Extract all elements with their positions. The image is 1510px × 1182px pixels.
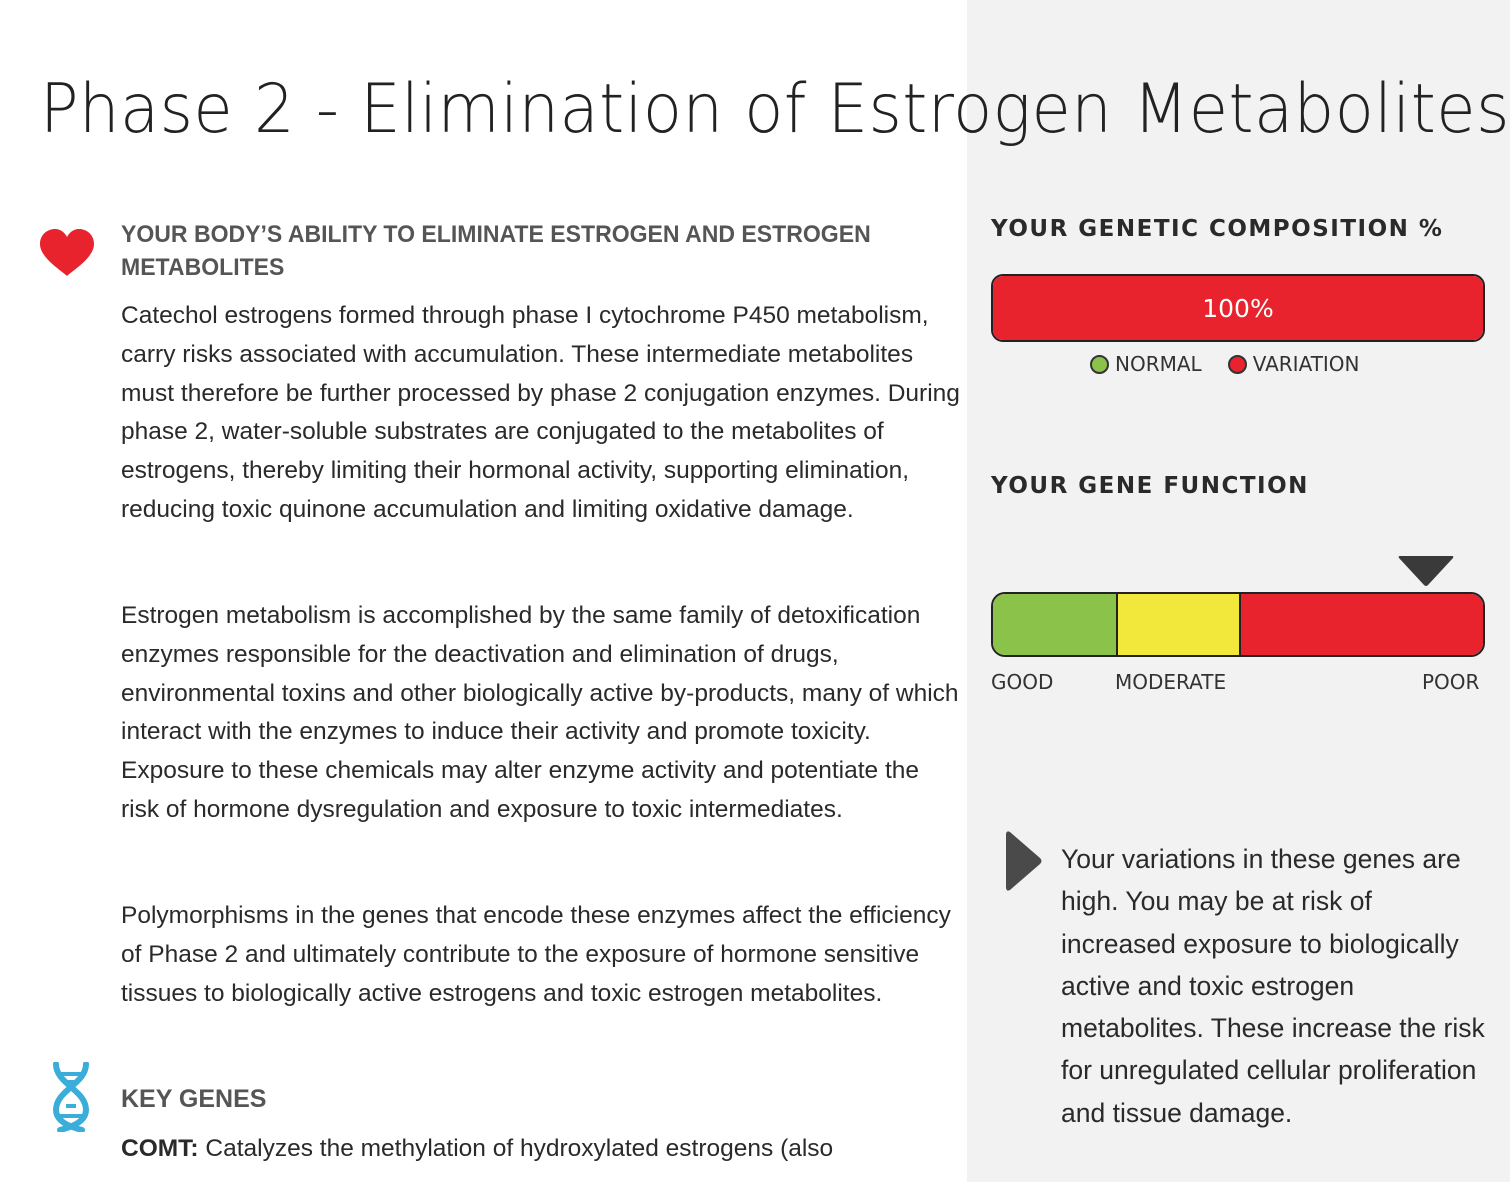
gene-comt <box>121 1130 961 1169</box>
legend-variation-label: VARIATION <box>1252 352 1360 376</box>
risk-summary-text: Your variations in these genes are high. You may be at risk of increased exposure to biologically active and toxic estrogen metabolites. These increase the risk for unregulated cellular proliferation and tissue damage. <box>1061 844 1485 1128</box>
scale-segment-good <box>993 594 1118 655</box>
heart-icon <box>38 228 96 278</box>
paragraph-polymorphisms: Polymorphisms in the genes that encode these enzymes affect the efficiency of Phase 2 and ultimately contribute to the exposure of hormone sensitive tissues to biologically active estrogens and toxic estrogen metabolites. <box>121 902 951 1007</box>
composition-legend <box>1090 352 1386 376</box>
key-genes-heading: KEY GENES <box>121 1085 267 1113</box>
section-heading: YOUR BODY’S ABILITY TO ELIMINATE ESTROGEN AND ESTROGEN METABOLITES <box>121 221 871 281</box>
paragraph-catechol: Catechol estrogens formed through phase I cytochrome P450 metabolism, carry risks associated with accumulation. These intermediate metabolites must therefore be further processed by phase 2 conjugation enzymes. During phase 2, water-soluble substrates are conjugated to the metabolites of estrogens, thereby limiting their hormonal activity, supporting elimination, reducing toxic quinone accumulation and limiting oxidative damage. <box>121 302 960 523</box>
genetic-composition-heading: YOUR GENETIC COMPOSITION % <box>991 216 1444 242</box>
legend-variation <box>1228 352 1360 376</box>
genetic-composition-bar <box>991 274 1485 342</box>
scale-label-poor: POOR <box>1422 670 1480 694</box>
gene-comt-description: Catalyzes the methylation of hydroxylated estrogens (also <box>198 1135 834 1162</box>
page-title: Phase 2 - Elimination of Estrogen Metabolites <box>40 70 1510 149</box>
paragraph-metabolism: Estrogen metabolism is accomplished by the same family of detoxification enzymes responsible for the deactivation and elimination of drugs, environmental toxins and other biologically active by-products, many of which interact with the enzymes to induce their activity and promote toxicity. Exposure to these chemicals may alter enzyme activity and potentiate the risk of hormone dysregulation and exposure to toxic intermediates. <box>121 602 959 823</box>
gene-function-bar <box>991 592 1485 657</box>
legend-normal <box>1090 352 1202 376</box>
scale-segment-poor <box>1241 594 1483 655</box>
scale-label-moderate: MODERATE <box>1115 670 1227 694</box>
gene-comt-name: COMT: <box>121 1135 199 1162</box>
scale-segment-moderate <box>1118 594 1241 655</box>
scale-label-good: GOOD <box>991 670 1054 694</box>
gene-function-marker-icon <box>1396 554 1456 588</box>
normal-dot-icon <box>1090 355 1109 374</box>
dna-icon <box>46 1062 96 1132</box>
legend-normal-label: NORMAL <box>1115 352 1202 376</box>
gene-function-heading: YOUR GENE FUNCTION <box>991 473 1309 499</box>
play-arrow-icon <box>1004 830 1044 892</box>
variation-dot-icon <box>1228 355 1247 374</box>
composition-percent-label: 100% <box>1202 293 1274 323</box>
